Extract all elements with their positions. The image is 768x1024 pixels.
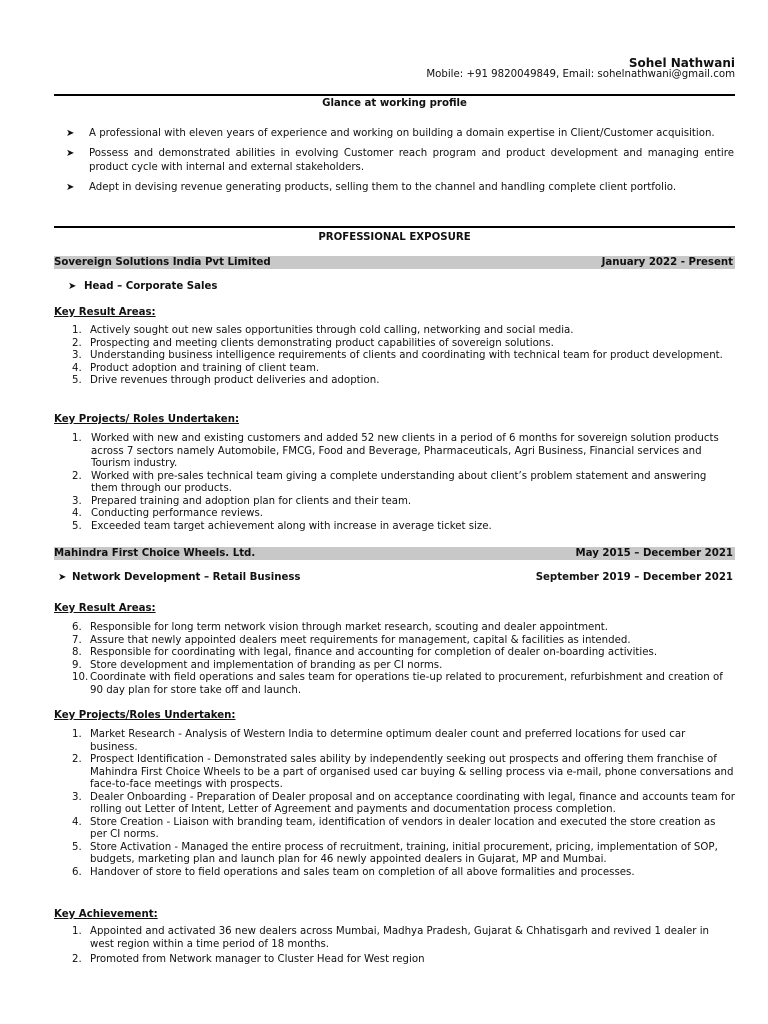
role-title: ➤ Network Development – Retail Business September 2019 – December 2021 [58,572,733,583]
list-item: 7. Assure that newly appointed dealers meet requirements for management, capital & facilities as intended. [72,634,631,646]
kra-list [72,622,735,697]
arrow-bullet-icon: ➤ [66,128,75,139]
projects-heading: Key Projects/Roles Undertaken: [54,710,236,721]
list-item: 4. Product adoption and training of client team. [72,362,320,374]
list-item: 5. Exceeded team target achievement along with increase in average ticket size. [72,520,492,532]
role-period: September 2019 – December 2021 [535,572,733,583]
list-item: ➤ Adept in devising revenue generating products, selling them to the channel and handling complete client portfolio. [66,182,677,193]
list-item: 10. Coordinate with field operations and sales team for operations tie-up related to procurement, refurbishment and creation of 90 day plan for store take off and launch. [72,672,723,696]
arrow-bullet-icon: ➤ [66,182,75,193]
list-item: 3. Prepared training and adoption plan for clients and their team. [72,495,412,507]
list-item: 2. Promoted from Network manager to Cluster Head for West region [72,954,425,965]
contact-details: Mobile: +91 9820049849, Email: sohelnathwani@gmail.com [426,69,735,80]
kra-heading: Key Result Areas: [54,307,156,318]
list-item: 2. Prospect Identification - Demonstrated sales ability by independently seeking out prospects and offering them franchise of Mahindra First Choice Wheels to be a part of organised used car buying & selling process via e-mail, phone conversations and face-to-face meetings with prospects. [72,754,734,790]
section-divider [54,226,735,228]
list-item: 6. Handover of store to field operations and sales team on completion of all above formalities and processes. [72,866,635,878]
achievement-list [72,926,735,967]
arrow-bullet-icon: ➤ [58,572,67,583]
projects-heading: Key Projects/ Roles Undertaken: [54,414,240,425]
list-item: 4. Conducting performance reviews. [72,508,264,519]
list-item: 3. Understanding business intelligence requirements of clients and coordinating with technical team for product development. [72,350,723,361]
job-period: January 2022 - Present [601,257,733,268]
glance-list [66,127,734,195]
company-name: Sovereign Solutions India Pvt Limited [54,257,271,268]
glance-heading: Glance at working profile [322,98,467,109]
list-item: 6. Responsible for long term network vision through market research, scouting and dealer appointment. [72,622,609,633]
list-item: 3. Dealer Onboarding - Preparation of Dealer proposal and on acceptance coordinating with legal, finance and accounts team for rolling out Letter of Intent, Letter of Agreement and payments and documentation process completion. [72,791,735,815]
candidate-name: Sohel Nathwani [628,56,735,70]
list-item: 5. Store Activation - Managed the entire process of recruitment, training, initial procurement, pricing, implementation of SOP, budgets, marketing plan and launch plan for 46 newly appointed dealers in Gujarat, MP and Mumbai. [72,841,718,865]
job-period: May 2015 – December 2021 [575,548,733,559]
list-item: 1. Appointed and activated 36 new dealers across Mumbai, Madhya Pradesh, Gujarat & Chhatisgarh and revived 1 dealer in west region within a time period of 18 months. [72,926,710,950]
list-item: ➤ A professional with eleven years of experience and working on building a domain expertise in Client/Customer acquisition. [66,128,715,139]
arrow-bullet-icon: ➤ [66,148,75,159]
list-item: 8. Responsible for coordinating with legal, finance and accounting for completion of dealer on-boarding activities. [72,647,658,658]
company-name: Mahindra First Choice Wheels. Ltd. [54,548,256,559]
list-item: 9. Store development and implementation of branding as per CI norms. [72,659,443,671]
list-item: 1. Market Research - Analysis of Western India to determine optimum dealer count and preferred locations for used car business. [72,729,686,753]
kra-heading: Key Result Areas: [54,603,156,614]
arrow-bullet-icon: ➤ [68,281,77,292]
list-item: 5. Drive revenues through product deliveries and adoption. [72,375,380,386]
header-divider [54,94,735,96]
list-item: 2. Worked with pre-sales technical team giving a complete understanding about client’s problem statement and answering them through our products. [72,470,707,494]
list-item: 4. Store Creation - Liaison with branding team, identification of vendors in dealer location and executed the store creation as per CI norms. [72,816,716,840]
job-bar-sovereign [54,256,735,269]
list-item: ➤ Possess and demonstrated abilities in evolving Customer reach program and product development and managing entire product cycle with internal and external stakeholders. [66,148,734,173]
kra-list [72,325,735,388]
projects-list [72,729,735,879]
list-item: 2. Prospecting and meeting clients demonstrating product capabilities of sovereign solutions. [72,337,554,349]
list-item: 1. Actively sought out new sales opportunities through cold calling, networking and social media. [72,325,574,336]
exposure-heading: PROFESSIONAL EXPOSURE [318,232,471,243]
list-item: 1. Worked with new and existing customers and added 52 new clients in a period of 6 months for sovereign solution products across 7 sectors namely Automobile, FMCG, Food and Beverage, Pharmaceuticals, Agri Business, Financial services and Tourism industry. [72,433,719,469]
projects-list [72,433,735,533]
achievement-heading: Key Achievement: [54,909,158,920]
job-bar-mahindra [54,547,735,560]
role-title: ➤ Head – Corporate Sales [68,281,218,292]
